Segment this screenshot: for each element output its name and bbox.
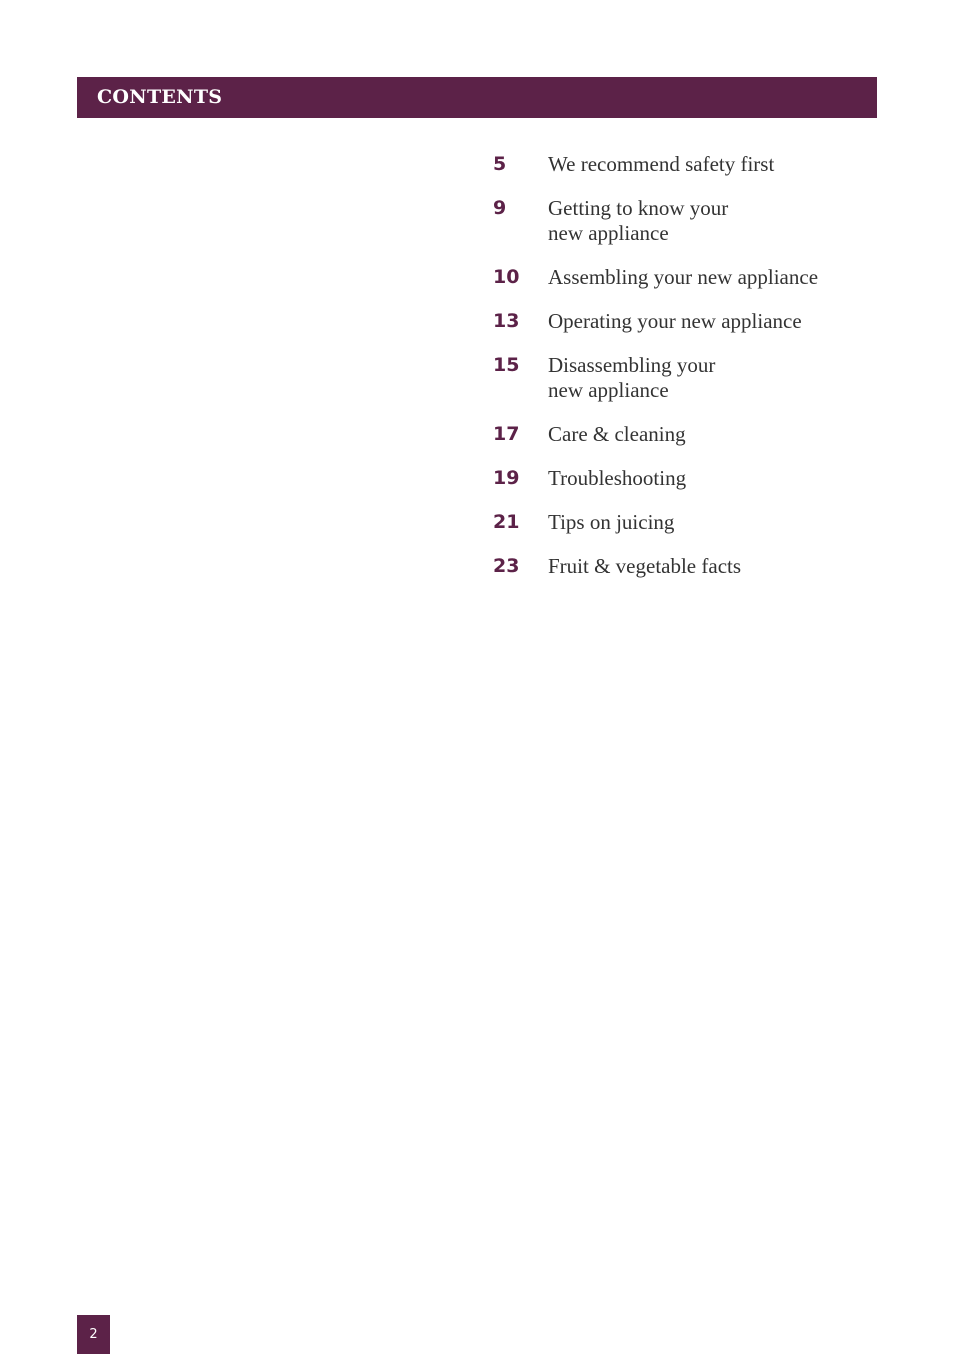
page-number: 2: [77, 1315, 110, 1354]
toc-title: Fruit & vegetable facts: [548, 554, 742, 578]
toc-page-number: 10: [493, 266, 520, 288]
toc-entry-care-cleaning[interactable]: [493, 422, 893, 447]
toc-entry-troubleshooting[interactable]: [493, 466, 893, 491]
toc-entry-operating[interactable]: [493, 309, 893, 334]
toc-title: We recommend safety first: [548, 152, 775, 176]
toc-entry-assembling[interactable]: [493, 265, 893, 290]
toc-title: Troubleshooting: [548, 466, 687, 490]
toc-title: Tips on juicing: [548, 510, 675, 534]
toc-page-number: 9: [493, 197, 507, 219]
toc-page-number: 23: [493, 555, 520, 577]
toc-entry-safety[interactable]: [493, 152, 893, 177]
toc-entry-fruit-vegetable[interactable]: [493, 554, 893, 579]
toc-page-number: 13: [493, 310, 520, 332]
toc-page-number: 21: [493, 511, 520, 533]
toc-title: Operating your new appliance: [548, 309, 802, 333]
table-of-contents: [493, 152, 893, 598]
toc-page-number: 19: [493, 467, 520, 489]
toc-title: Getting to know your new appliance: [548, 196, 729, 245]
toc-page-number: 15: [493, 354, 520, 376]
toc-title: Assembling your new appliance: [548, 265, 819, 289]
toc-page-number: 5: [493, 153, 507, 175]
toc-entry-getting-to-know[interactable]: [493, 196, 893, 246]
toc-entry-tips-juicing[interactable]: [493, 510, 893, 535]
page-title: CONTENTS: [97, 86, 223, 108]
toc-title: Care & cleaning: [548, 422, 686, 446]
contents-header-bar: [77, 77, 877, 118]
toc-page-number: 17: [493, 423, 520, 445]
toc-title: Disassembling your new appliance: [548, 353, 716, 402]
toc-entry-disassembling[interactable]: [493, 353, 893, 403]
